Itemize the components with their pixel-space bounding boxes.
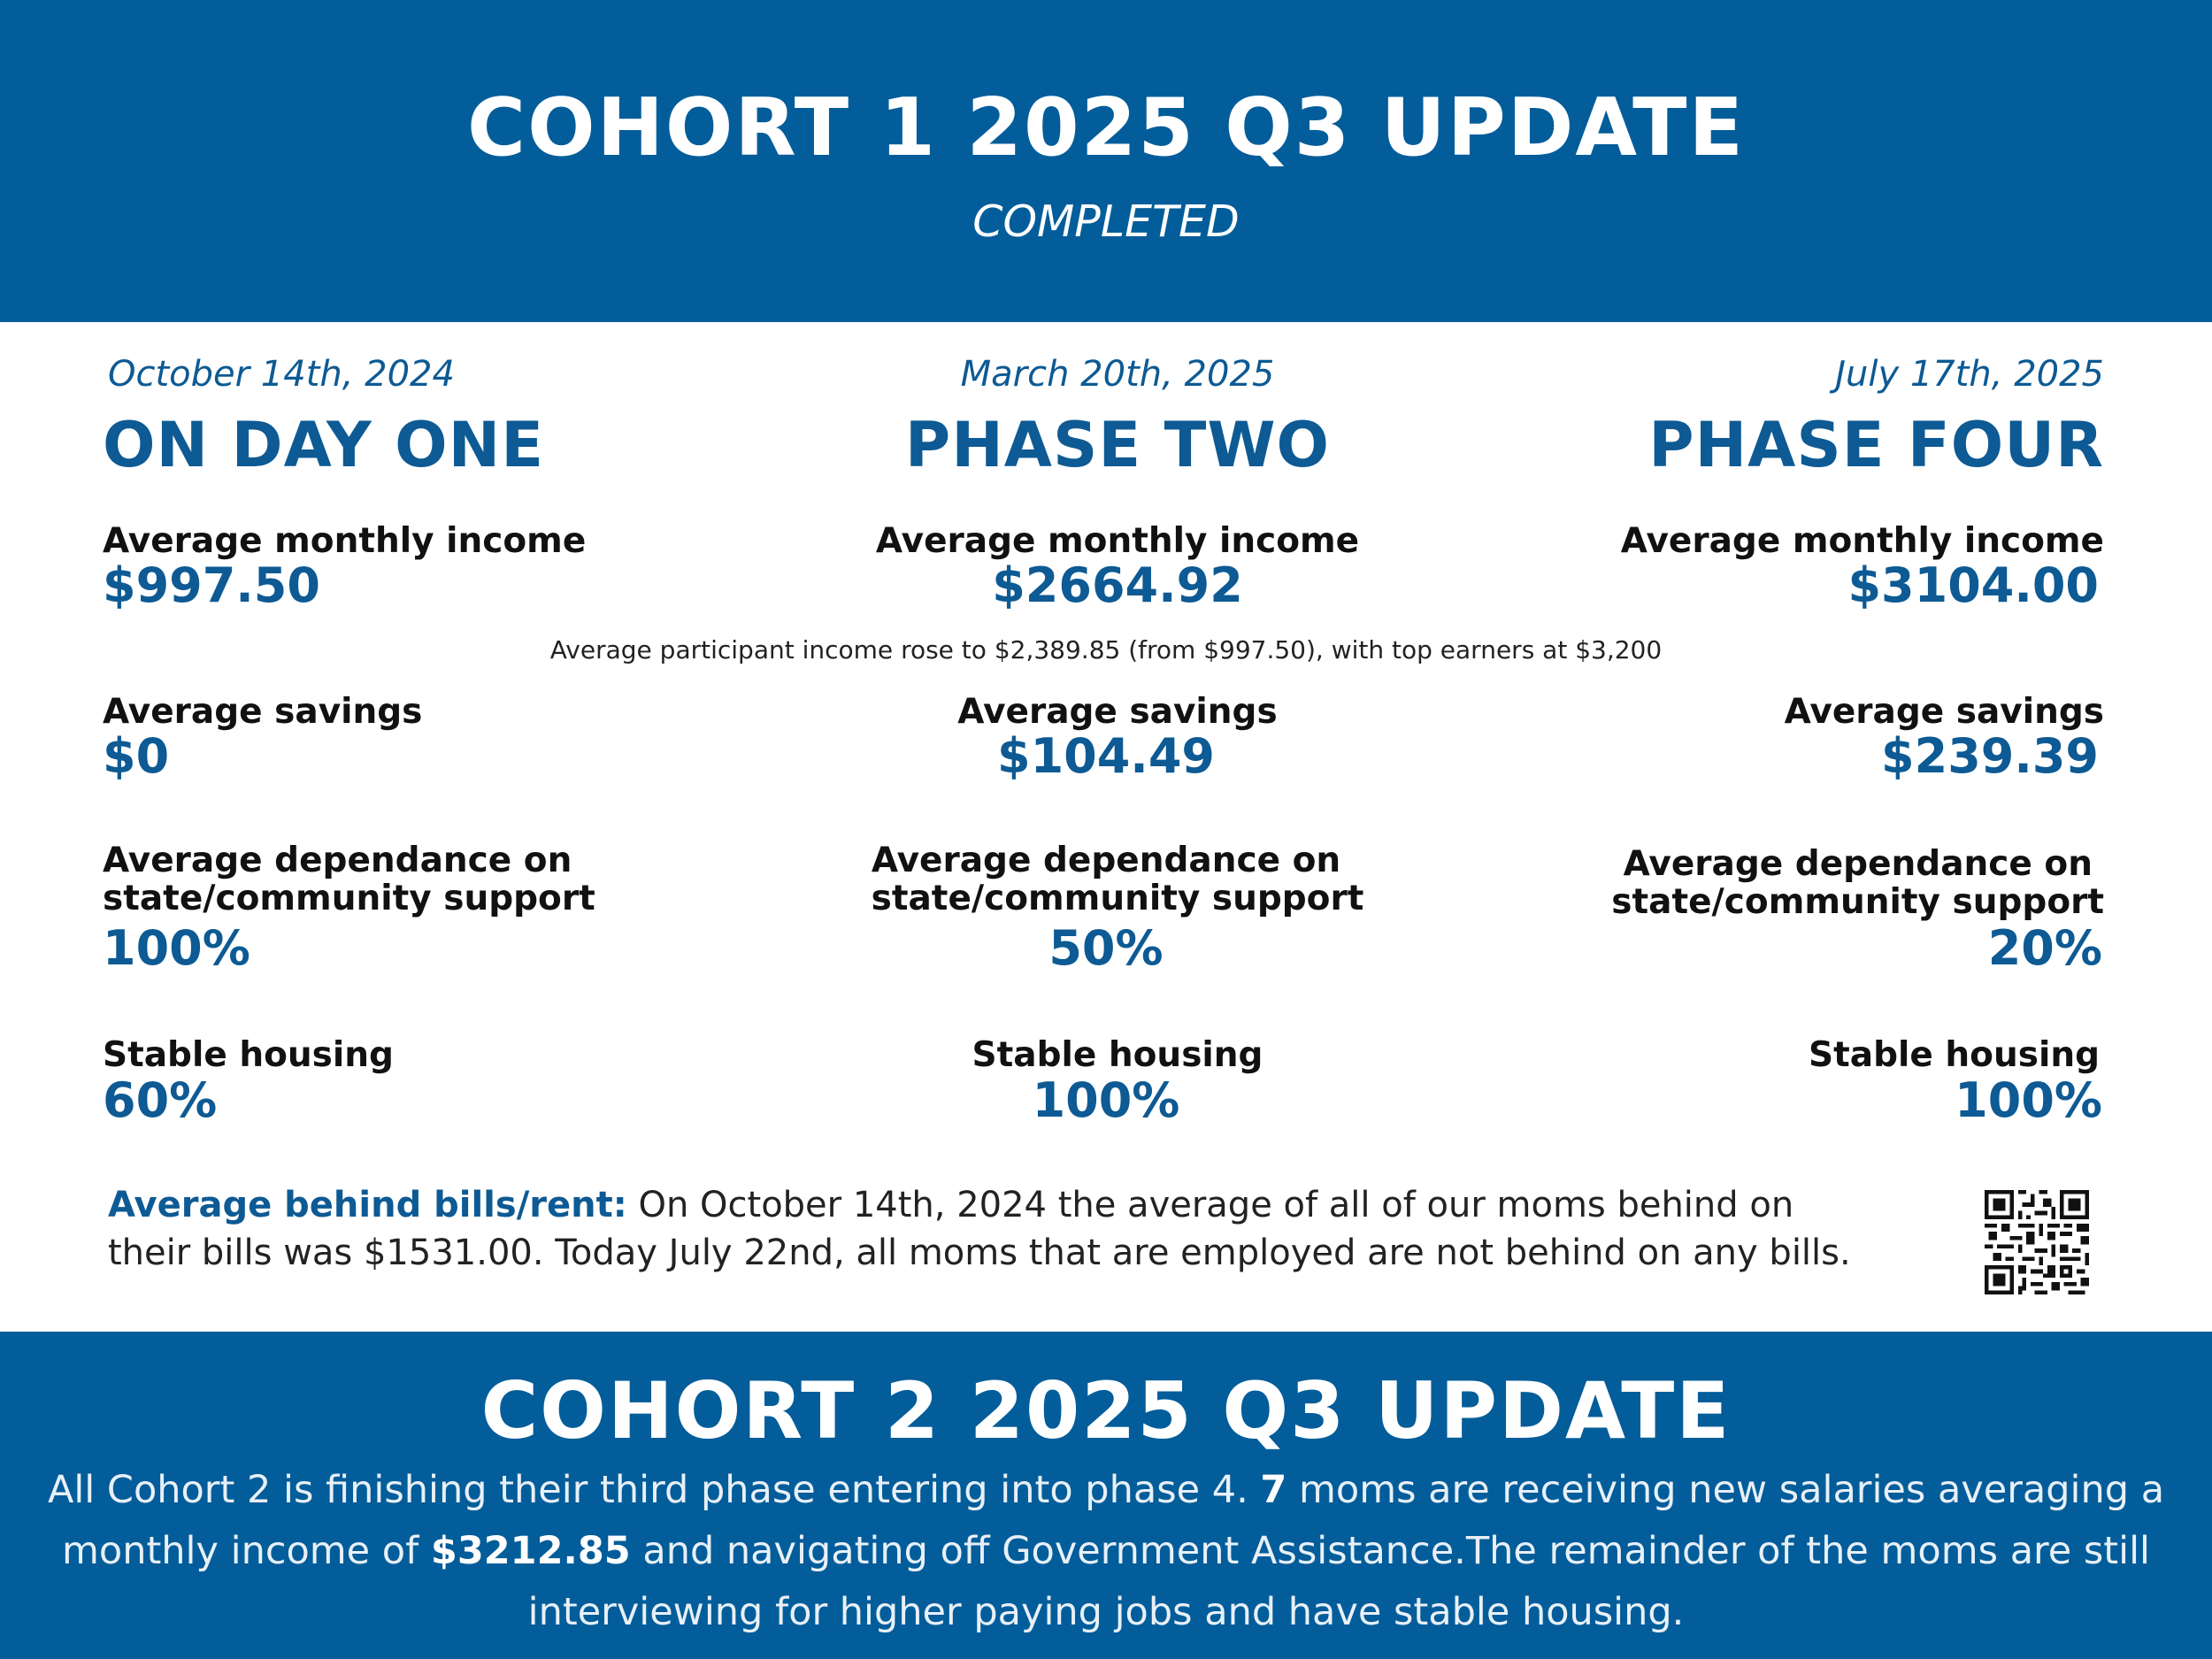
housing-label: Stable housing: [103, 1035, 394, 1075]
phase-date: March 20th, 2025: [960, 354, 1275, 395]
income-label: Average monthly income: [1620, 521, 2104, 561]
housing-value: 100%: [1955, 1072, 2102, 1128]
dependance-label-line2: state/community support: [871, 879, 1364, 918]
dependance-value: 20%: [1987, 920, 2102, 976]
savings-value: $239.39: [1881, 728, 2099, 784]
bills-paragraph: [108, 1181, 1886, 1277]
dependance-label-line2: state/community support: [1611, 882, 2104, 922]
dependance-label-line2: state/community support: [103, 879, 595, 918]
qr-code-graphic: [1985, 1190, 2089, 1294]
bills-text: On October 14th, 2024 the average of all of our moms behind on their bills was $1531.00. Today July 22nd, all moms that are employed are not behind on any bills.: [108, 1185, 1851, 1273]
cohort2-income: $3212.85: [430, 1529, 631, 1573]
dependance-value: 50%: [1048, 920, 1164, 976]
savings-label: Average savings: [103, 692, 423, 732]
savings-label: Average savings: [957, 692, 1278, 732]
dependance-label-line1: Average dependance on: [103, 841, 572, 880]
cohort2-text-c: and navigating off Government Assistance.The remainder of the moms are still interviewing for higher paying jobs and have stable housing.: [527, 1529, 2150, 1634]
income-value: $2664.92: [992, 557, 1243, 613]
phase-date: October 14th, 2024: [108, 354, 455, 395]
income-note: Average participant income rose to $2,389.85 (from $997.50), with top earners at $3,200: [549, 635, 1663, 664]
phase-heading: PHASE FOUR: [1648, 409, 2104, 481]
savings-value: $0: [103, 728, 170, 784]
phase-heading: ON DAY ONE: [103, 409, 545, 481]
income-label: Average monthly income: [875, 521, 1360, 561]
housing-label: Stable housing: [1809, 1035, 2100, 1075]
income-value: $997.50: [103, 557, 320, 613]
qr-code-icon[interactable]: [1985, 1190, 2089, 1294]
cohort2-text-b: moms are receiving new salaries averaging a monthly income of: [62, 1468, 2165, 1573]
phase-date: July 17th, 2025: [1835, 354, 2104, 395]
page-subtitle: COMPLETED: [972, 196, 1240, 247]
cohort2-text-a: All Cohort 2 is finishing their third phase entering into phase 4.: [47, 1468, 1261, 1512]
bills-lead: Average behind bills/rent:: [108, 1185, 627, 1225]
dependance-label-line1: Average dependance on: [1623, 844, 2093, 884]
cohort2-paragraph: [35, 1460, 2177, 1643]
phase-heading: PHASE TWO: [904, 409, 1331, 481]
housing-value: 100%: [1032, 1072, 1180, 1128]
savings-value: $104.49: [997, 728, 1215, 784]
savings-label: Average savings: [1784, 692, 2104, 732]
cohort2-title: COHORT 2 2025 Q3 UPDATE: [480, 1365, 1732, 1456]
dependance-label-line1: Average dependance on: [871, 841, 1341, 880]
housing-value: 60%: [103, 1072, 218, 1128]
dependance-value: 100%: [103, 920, 250, 976]
cohort2-count: 7: [1260, 1468, 1287, 1512]
income-value: $3104.00: [1847, 557, 2099, 613]
income-label: Average monthly income: [103, 521, 587, 561]
page-title: COHORT 1 2025 Q3 UPDATE: [467, 81, 1745, 174]
housing-label: Stable housing: [972, 1035, 1263, 1075]
